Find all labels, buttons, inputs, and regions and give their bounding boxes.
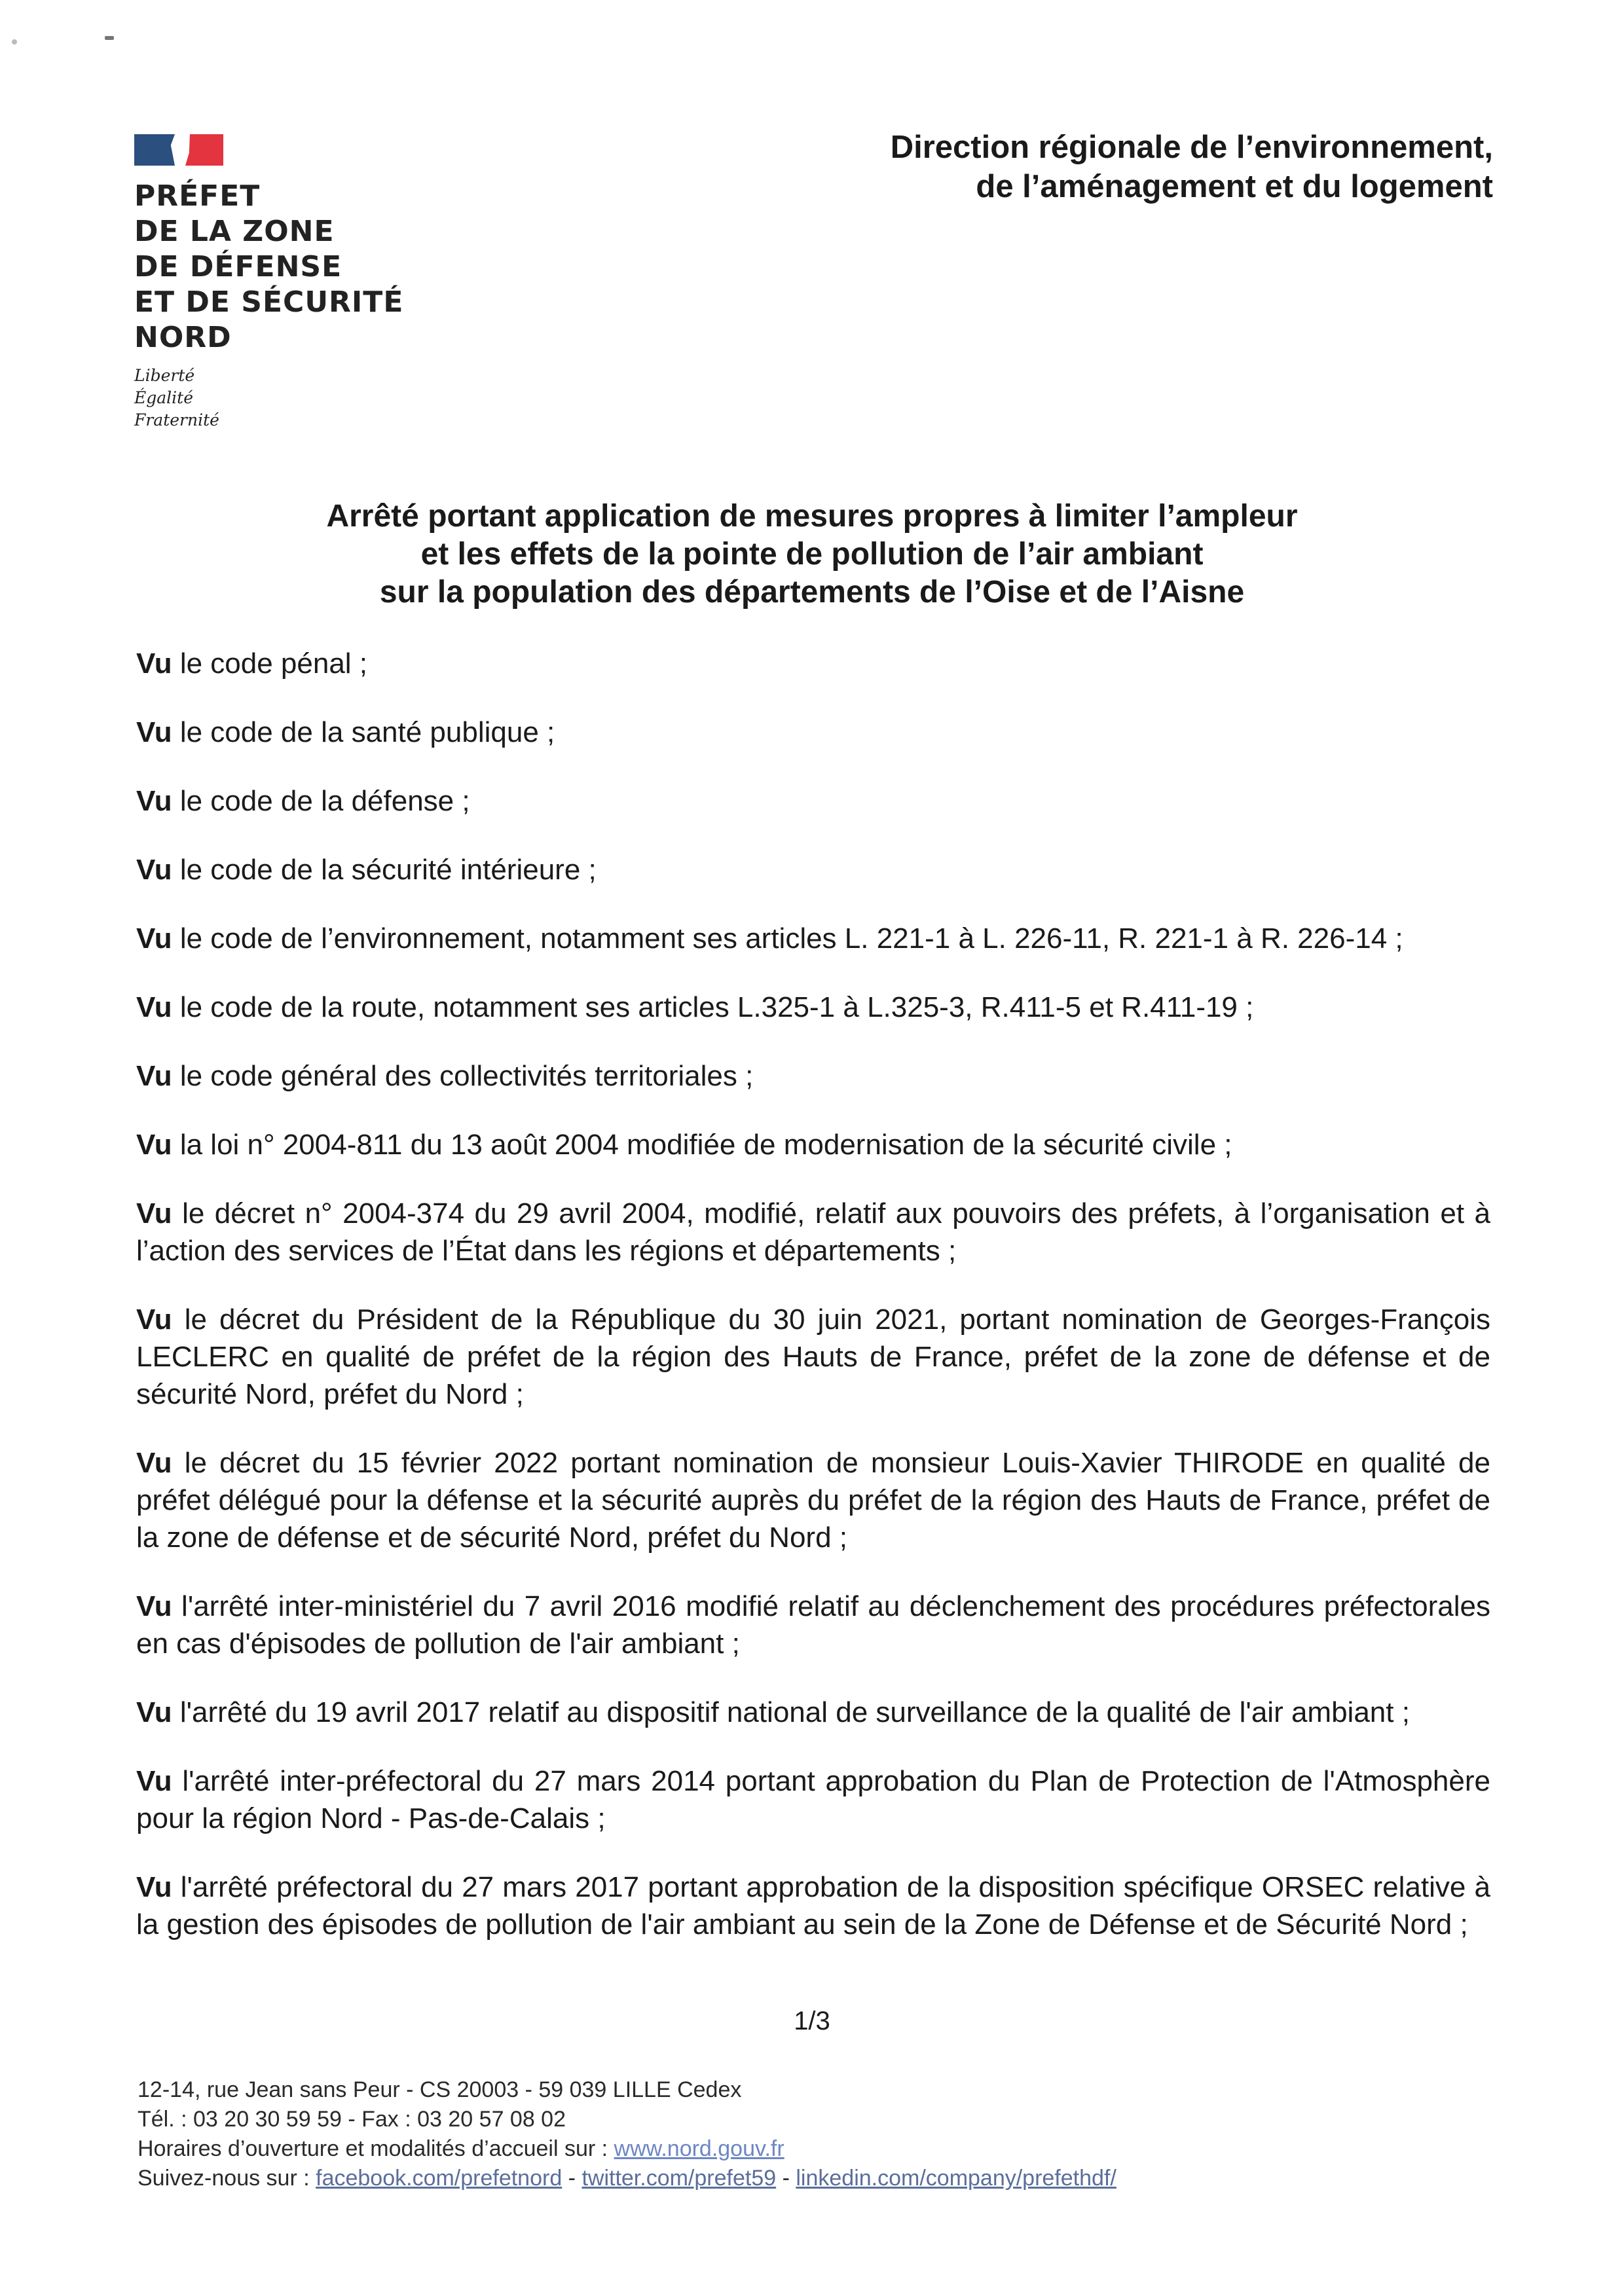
vu-lead: Vu: [136, 1197, 172, 1230]
facebook-link[interactable]: facebook.com/prefetnord: [316, 2166, 563, 2191]
authority-line: DE LA ZONE: [134, 215, 335, 248]
consideration-item: [136, 1868, 1490, 1943]
consideration-item: [136, 714, 1490, 751]
considerations-list: [136, 645, 1490, 1975]
consideration-text: l'arrêté du 19 avril 2017 relatif au dispositif national de surveillance de la qualité de l'air ambiant ;: [172, 1696, 1410, 1728]
authority-line: ET DE SÉCURITÉ: [134, 285, 404, 319]
consideration-item: [136, 920, 1490, 957]
vu-lead: Vu: [136, 1060, 172, 1092]
vu-lead: Vu: [136, 716, 172, 748]
vu-lead: Vu: [136, 1129, 172, 1161]
consideration-text: l'arrêté inter-préfectoral du 27 mars 2014 portant approbation du Plan de Protection de l'Atmosphère pour la région Nord - Pas-de-Calais ;: [136, 1765, 1490, 1834]
document-title: [196, 498, 1428, 611]
consideration-text: le code général des collectivités territoriales ;: [172, 1060, 754, 1092]
vu-lead: Vu: [136, 1590, 172, 1622]
vu-lead: Vu: [136, 854, 172, 886]
vu-lead: Vu: [136, 922, 172, 955]
prefecture-logo: [134, 134, 403, 431]
marianne-flag-icon: [134, 134, 226, 167]
issuing-direction: [891, 128, 1493, 206]
consideration-item: [136, 782, 1490, 820]
direction-line: Direction régionale de l’environnement,: [890, 130, 1493, 165]
motto-line: Égalité: [134, 388, 193, 407]
footer-address: 12-14, rue Jean sans Peur - CS 20003 - 59 039 LILLE Cedex: [138, 2077, 742, 2102]
consideration-text: le décret du 15 février 2022 portant nomination de monsieur Louis-Xavier THIRODE en qualité de préfet délégué pour la défense et la sécurité auprès du préfet de la région des Hauts de France, préfet de la zone de défense et de sécurité Nord, préfet du Nord ;: [136, 1447, 1490, 1554]
consideration-text: le code de la sécurité intérieure ;: [172, 854, 597, 886]
consideration-item: [136, 1694, 1490, 1731]
consideration-text: le code de la route, notamment ses articles L.325-1 à L.325-3, R.411-5 et R.411-19 ;: [172, 991, 1254, 1023]
flag-blue-band: [134, 134, 175, 166]
authority-line: DE DÉFENSE: [134, 250, 342, 283]
vu-lead: Vu: [136, 1303, 172, 1336]
consideration-text: le code de la défense ;: [172, 785, 470, 817]
website-link[interactable]: www.nord.gouv.fr: [614, 2136, 784, 2161]
flag-red-band: [185, 134, 223, 166]
motto-line: Liberté: [134, 366, 195, 385]
vu-lead: Vu: [136, 1871, 172, 1903]
consideration-item: [136, 1762, 1490, 1837]
consideration-text: le code de l’environnement, notamment ses articles L. 221-1 à L. 226-11, R. 221-1 à R. 226-14 ;: [172, 922, 1403, 955]
scan-artifact: [105, 36, 114, 40]
authority-name: [134, 179, 403, 355]
republic-motto: [134, 365, 403, 431]
motto-line: Fraternité: [134, 410, 219, 429]
vu-lead: Vu: [136, 1696, 172, 1728]
authority-line: PRÉFET: [134, 179, 261, 213]
consideration-text: le code de la santé publique ;: [172, 716, 555, 748]
consideration-text: la loi n° 2004-811 du 13 août 2004 modifiée de modernisation de la sécurité civile ;: [172, 1129, 1232, 1161]
vu-lead: Vu: [136, 1765, 172, 1797]
link-separator: -: [562, 2166, 582, 2191]
footer-social: [138, 2164, 1116, 2193]
consideration-item: [136, 1588, 1490, 1662]
footer-hours: [138, 2134, 1116, 2164]
title-line: et les effets de la pointe de pollution de l’air ambiant: [420, 537, 1204, 572]
scan-artifact: [12, 39, 17, 45]
consideration-item: [136, 1057, 1490, 1095]
consideration-text: le décret n° 2004-374 du 29 avril 2004, modifié, relatif aux pouvoirs des préfets, à l’organisation et à l’action des services de l’État dans les régions et départements ;: [136, 1197, 1490, 1267]
footer-contact: [138, 2075, 1116, 2193]
direction-line: de l’aménagement et du logement: [976, 169, 1493, 204]
follow-label: Suivez-nous sur :: [138, 2166, 316, 2191]
consideration-item: [136, 1126, 1490, 1163]
consideration-item: [136, 645, 1490, 682]
vu-lead: Vu: [136, 785, 172, 817]
link-separator: -: [776, 2166, 796, 2191]
title-line: sur la population des départements de l’Oise et de l’Aisne: [379, 575, 1245, 610]
consideration-item: [136, 989, 1490, 1026]
vu-lead: Vu: [136, 1447, 172, 1479]
vu-lead: Vu: [136, 991, 172, 1023]
consideration-item: [136, 1195, 1490, 1269]
consideration-item: [136, 851, 1490, 888]
linkedin-link[interactable]: linkedin.com/company/prefethdf/: [796, 2166, 1116, 2191]
footer-phone: Tél. : 03 20 30 59 59 - Fax : 03 20 57 08 02: [138, 2107, 566, 2132]
title-line: Arrêté portant application de mesures propres à limiter l’ampleur: [326, 499, 1298, 534]
page-number: 1/3: [794, 2007, 830, 2035]
consideration-item: [136, 1444, 1490, 1556]
twitter-link[interactable]: twitter.com/prefet59: [581, 2166, 777, 2191]
consideration-item: [136, 1301, 1490, 1413]
hours-label: Horaires d’ouverture et modalités d’accueil sur :: [138, 2136, 614, 2161]
consideration-text: l'arrêté inter-ministériel du 7 avril 2016 modifié relatif au déclenchement des procédures préfectorales en cas d'épisodes de pollution de l'air ambiant ;: [136, 1590, 1490, 1660]
consideration-text: l'arrêté préfectoral du 27 mars 2017 portant approbation de la disposition spécifique ORSEC relative à la gestion des épisodes de pollution de l'air ambiant au sein de la Zone de Défense et de Sécurité Nord ;: [136, 1871, 1490, 1941]
authority-line: NORD: [134, 321, 232, 354]
consideration-text: le décret du Président de la République du 30 juin 2021, portant nomination de Georges-François LECLERC en qualité de préfet de la région des Hauts de France, préfet de la zone de défense et de sécurité Nord, préfet du Nord ;: [136, 1303, 1490, 1410]
vu-lead: Vu: [136, 647, 172, 680]
consideration-text: le code pénal ;: [172, 647, 368, 680]
